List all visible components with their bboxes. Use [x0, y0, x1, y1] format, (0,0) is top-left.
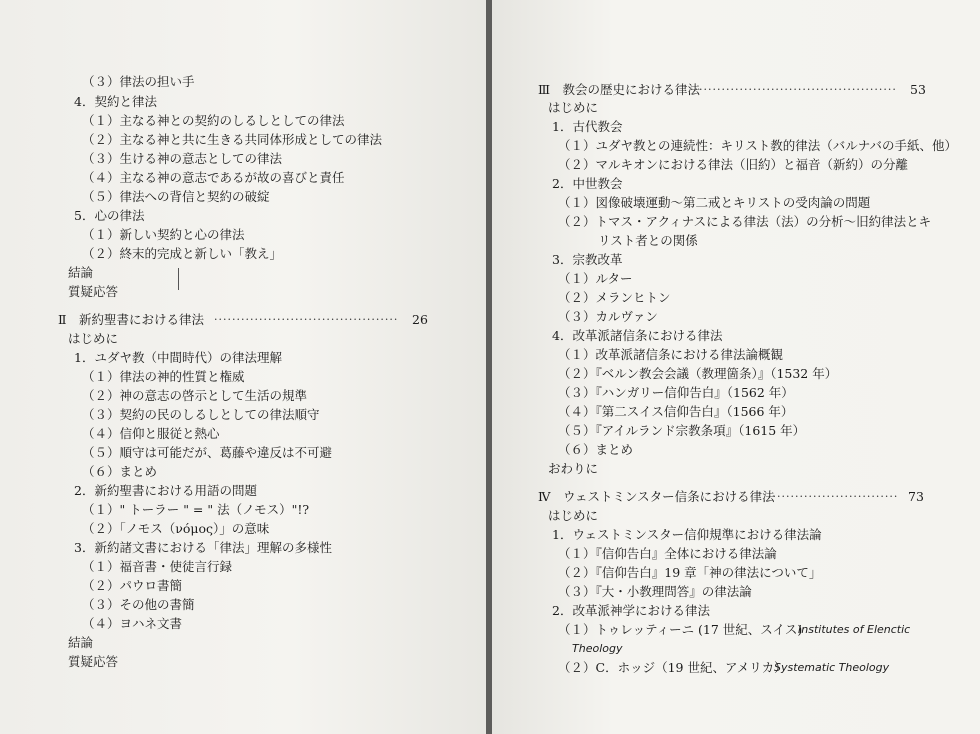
toc-line: （２）終末的完成と新しい「教え」 — [82, 246, 283, 261]
toc-line: （５）『アイルランド宗教条項』（1615 年） — [558, 423, 806, 438]
chapter-heading: Ⅲ 教会の歴史における律法 ·············································· 53 — [538, 82, 926, 97]
toc-line: （３）契約の民のしるしとしての律法順守 — [82, 407, 320, 422]
toc-line: （４）信仰と服従と熱心 — [82, 426, 220, 441]
toc-section: 2．中世教会 — [552, 176, 623, 191]
toc-section: 4．契約と律法 — [74, 94, 157, 109]
toc-line: おわりに — [548, 461, 599, 476]
toc-line: （２）メランヒトン — [558, 290, 671, 305]
toc-line: （１）" トーラー " = " 法（ノモス）"!? — [82, 502, 310, 517]
toc-line: （１）図像破壊運動～第二戒とキリストの受肉論の問題 — [558, 195, 871, 210]
toc-line: （３）その他の書簡 — [82, 597, 195, 612]
toc-line: （１）新しい契約と心の律法 — [82, 227, 245, 242]
toc-line: （４）ヨハネ文書 — [82, 616, 183, 631]
toc-section: 1．古代教会 — [552, 119, 623, 134]
toc-section: 5．心の律法 — [74, 208, 145, 223]
toc-line: （５）律法への背信と契約の破綻 — [82, 189, 270, 204]
toc-section: 2．新約聖書における用語の問題 — [74, 483, 257, 498]
toc-section: 2．改革派神学における律法 — [552, 603, 710, 618]
toc-section: 3．新約諸文書における「律法」理解の多様性 — [74, 540, 332, 555]
toc-section: 1．ユダヤ教（中間時代）の律法理解 — [74, 350, 282, 365]
toc-line: （２）C．ホッジ（19 世紀、アメリカ） Systematic Theology — [558, 660, 890, 675]
toc-line: 質疑応答 — [68, 654, 119, 669]
toc-line: （２）『ベルン教会会議（教理箇条）』（1532 年） — [558, 366, 838, 381]
toc-line: （３）生ける神の意志としての律法 — [82, 151, 283, 166]
pen-mark — [178, 268, 179, 290]
toc-line: （２）トマス・アクィナスによる律法（法）の分析～旧約律法とキ — [558, 214, 932, 229]
toc-line: （２）「ノモス（νόμος）」の意味 — [82, 521, 270, 536]
toc-line: （２）パウロ書簡 — [82, 578, 183, 593]
toc-line: （１）ユダヤ教との連続性：キリスト教的律法（バルナバの手紙、他） — [558, 138, 958, 153]
chapter-heading: Ⅱ 新約聖書における律法 ········································· 26 — [58, 312, 428, 327]
toc-line: 結論 — [68, 265, 94, 280]
toc-line: （５）順守は可能だが、葛藤や違反は不可避 — [82, 445, 333, 460]
toc-line: Theology — [572, 642, 623, 655]
toc-section: 1．ウェストミンスター信仰規準における律法論 — [552, 527, 822, 542]
left-page — [0, 0, 486, 734]
toc-line: （２）『信仰告白』19 章「神の律法について」 — [558, 565, 822, 580]
toc-line: （６）まとめ — [82, 464, 158, 479]
toc-line: （２）主なる神と共に生きる共同体形成としての律法 — [82, 132, 383, 147]
toc-line: 結論 — [68, 635, 94, 650]
spacer — [492, 467, 980, 487]
toc-line: （４）『第二スイス信仰告白』（1566 年） — [558, 404, 794, 419]
toc-line: （３）『大・小教理問答』の律法論 — [558, 584, 752, 599]
toc-line: はじめに — [68, 331, 119, 346]
toc-line: （２）マルキオンにおける律法（旧約）と福音（新約）の分離 — [558, 157, 909, 172]
toc-line: （１）『信仰告白』全体における律法論 — [558, 546, 777, 561]
toc-line: （１）主なる神との契約のしるしとしての律法 — [82, 113, 345, 128]
toc-line: （６）まとめ — [558, 442, 634, 457]
toc-line: （３）律法の担い手 — [82, 74, 195, 89]
toc-line: （１）福音書・使徒言行録 — [82, 559, 233, 574]
toc-line: （２）神の意志の啓示として生活の規準 — [82, 388, 308, 403]
toc-line: （１）ルター — [558, 271, 633, 286]
toc-section: 3．宗教改革 — [552, 252, 623, 267]
toc-line: （１）トゥレッティーニ (17 世紀、スイス) Institutes of Elenctic — [558, 622, 911, 637]
toc-line: （１）改革派諸信条における律法論概観 — [558, 347, 784, 362]
toc-line: （４）主なる神の意志であるが故の喜びと責任 — [82, 170, 345, 185]
toc-section: 4．改革派諸信条における律法 — [552, 328, 723, 343]
toc-line: （３）カルヴァン — [558, 309, 658, 324]
toc-line: はじめに — [548, 508, 599, 523]
toc-line: リスト者との関係 — [598, 233, 698, 248]
chapter-heading: Ⅳ ウェストミンスター信条における律法 ····························· 73 — [538, 489, 924, 504]
toc-line: はじめに — [548, 100, 599, 115]
toc-line: （１）律法の神的性質と権威 — [82, 369, 245, 384]
toc-line: （３）『ハンガリー信仰告白』（1562 年） — [558, 385, 794, 400]
toc-line: 質疑応答 — [68, 284, 119, 299]
right-page — [492, 0, 980, 734]
